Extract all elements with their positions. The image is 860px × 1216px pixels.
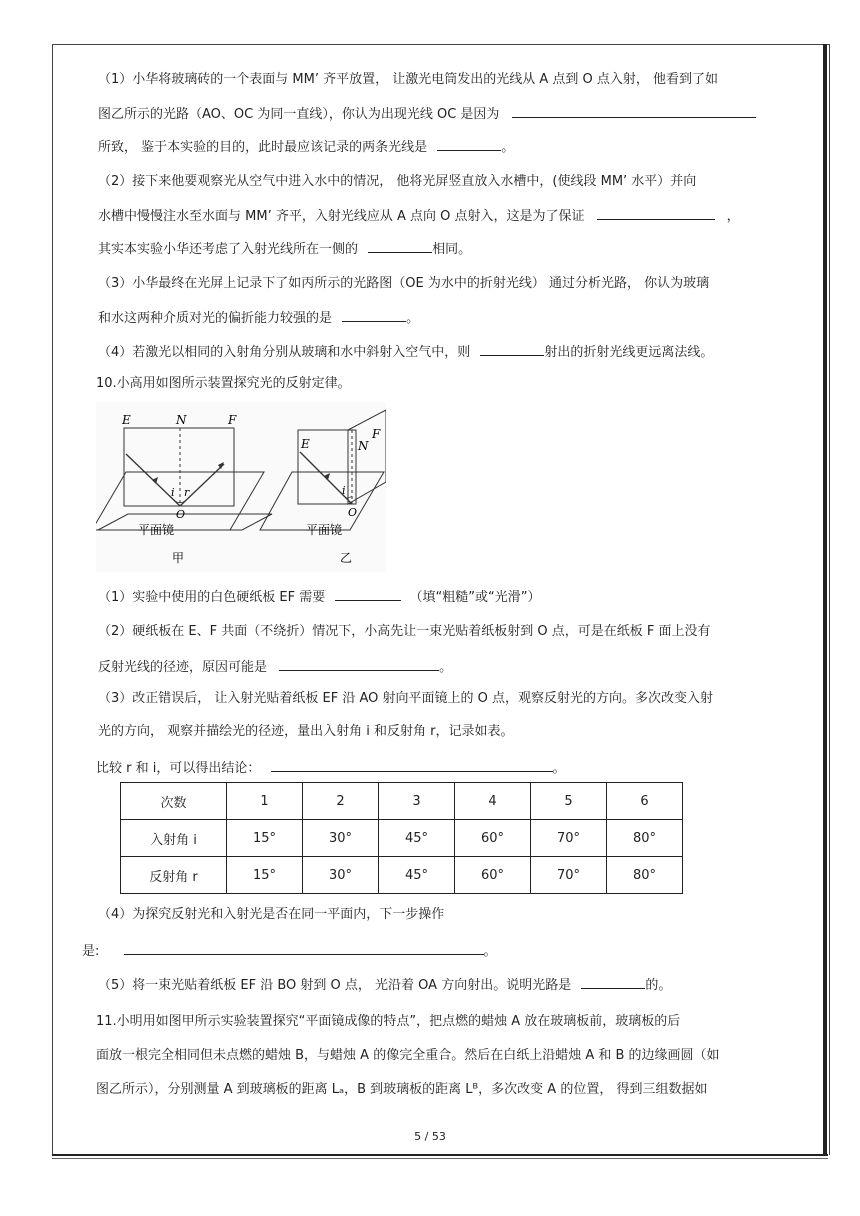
table-cell: 60° bbox=[455, 820, 531, 857]
q10-p4-line1: （4）为探究反射光和入射光是否在同一平面内，下一步操作 bbox=[98, 907, 445, 922]
table-cell: 15° bbox=[227, 820, 303, 857]
q10-p2-line2-text: 反射光线的径迹，原因可能是 bbox=[98, 660, 268, 675]
q9-p1-blank2[interactable] bbox=[437, 138, 501, 151]
jia-label-O: O bbox=[176, 508, 186, 521]
table-cell: 80° bbox=[607, 820, 683, 857]
q9-p3-line2 bbox=[98, 309, 419, 327]
jia-caption: 甲 bbox=[172, 551, 185, 565]
jia-label-i: i bbox=[171, 486, 175, 499]
q10-p3-line3-end: 。 bbox=[552, 761, 566, 776]
table-header-cell: 1 bbox=[227, 783, 303, 820]
q9-p2-line2-text: 水槽中慢慢注水至水面与 MM’ 齐平，入射光线应从 A 点向 O 点射入，这是为了保证 bbox=[98, 209, 585, 224]
q9-p2-line3 bbox=[98, 240, 471, 258]
q9-p2-line2-end: ， bbox=[726, 209, 740, 224]
q9-p4-text: （4）若激光以相同的入射角分别从玻璃和水中斜射入空气中，则 bbox=[98, 345, 471, 360]
jia-label-N: N bbox=[176, 413, 187, 427]
q11-line2: 面放一根完全相同但未点燃的蜡烛 B，与蜡烛 A 的像完全重合。然后在白纸上沿蜡烛 A 和 B 的边缘画圆（如 bbox=[96, 1048, 720, 1063]
q9-p1-line3 bbox=[98, 138, 514, 156]
jia-label-r: r bbox=[184, 486, 190, 499]
q9-p3-blank[interactable] bbox=[342, 309, 406, 322]
q11-line3: 图乙所示），分别测量 A 到玻璃板的距离 Lₐ，B 到玻璃板的距离 Lᴮ，多次改变 A 的位置， 得到三组数据如 bbox=[96, 1082, 708, 1097]
q9-p3-line2-end: 。 bbox=[406, 311, 420, 326]
table-header-cell: 3 bbox=[379, 783, 455, 820]
yi-mirror-label: 平面镜 bbox=[306, 523, 343, 537]
q9-p1-blank1[interactable] bbox=[512, 105, 756, 118]
q10-p3-line1: （3）改正错误后， 让入射光贴着纸板 EF 沿 AO 射向平面镜上的 O 点，观察反射光的方向。多次改变入射 bbox=[98, 691, 714, 706]
page-border-right bbox=[823, 44, 827, 1156]
q9-p2-line2 bbox=[98, 207, 740, 225]
q10-figure bbox=[96, 402, 386, 572]
q10-p4-line2-end: 。 bbox=[483, 944, 497, 959]
jia-label-E: E bbox=[122, 413, 131, 427]
yi-label-E: E bbox=[301, 437, 310, 451]
table-cell: 反射角 r bbox=[121, 857, 227, 894]
table-cell: 45° bbox=[379, 857, 455, 894]
q10-p5-line bbox=[98, 976, 671, 994]
q10-p2-line2-end: 。 bbox=[439, 660, 453, 675]
table-cell: 80° bbox=[607, 857, 683, 894]
page-number: 5 / 53 bbox=[414, 1130, 446, 1143]
q10-p1-text: （1）实验中使用的白色硬纸板 EF 需要 bbox=[98, 590, 326, 605]
yi-label-F: F bbox=[372, 427, 381, 441]
q9-p1-line3-end: 。 bbox=[501, 140, 515, 155]
yi-caption: 乙 bbox=[340, 551, 353, 565]
q10-p3-line3-text: 比较 r 和 i，可以得出结论： bbox=[96, 761, 261, 776]
q10-p2-line1: （2）硬纸板在 E、F 共面（不绕折）情况下，小高先让一束光贴着纸板射到 O 点，可是在纸板 F 面上没有 bbox=[98, 624, 711, 639]
yi-label-i: i bbox=[342, 484, 346, 497]
q9-p2-line3-end: 相同。 bbox=[432, 242, 472, 257]
q10-p4-line2 bbox=[82, 942, 497, 960]
q9-p2-line3-text: 其实本实验小华还考虑了入射光线所在一侧的 bbox=[98, 242, 359, 257]
table-cell: 45° bbox=[379, 820, 455, 857]
q9-p2-blank2[interactable] bbox=[368, 240, 432, 253]
q10-title: 10.小高用如图所示装置探究光的反射定律。 bbox=[96, 376, 351, 391]
jia-label-F: F bbox=[228, 413, 237, 427]
table-row bbox=[121, 857, 683, 894]
q10-p2-line2 bbox=[98, 658, 452, 676]
q10-p5-end: 的。 bbox=[645, 978, 672, 993]
table-cell: 30° bbox=[303, 820, 379, 857]
q10-p3-blank[interactable] bbox=[271, 759, 553, 772]
q9-p4-blank[interactable] bbox=[480, 343, 544, 356]
q10-p4-line2-text: 是: bbox=[82, 944, 100, 959]
q9-p1-line3-text: 所致， 鉴于本实验的目的，此时最应该记录的两条光线是 bbox=[98, 140, 428, 155]
table-cell: 60° bbox=[455, 857, 531, 894]
q9-p1-line2-text: 图乙所示的光路（AO、OC 为同一直线），你认为出现光线 OC 是因为 bbox=[98, 107, 500, 122]
jia-mirror-label: 平面镜 bbox=[138, 523, 175, 537]
page-border-bottom bbox=[52, 1154, 828, 1156]
table-header-cell: 次数 bbox=[121, 783, 227, 820]
q11-line1: 11.小明用如图甲所示实验装置探究“平面镜成像的特点”，把点燃的蜡烛 A 放在玻璃板前，玻璃板的后 bbox=[96, 1014, 681, 1029]
q9-p3-line2-text: 和水这两种介质对光的偏折能力较强的是 bbox=[98, 311, 333, 326]
q10-p5-text: （5）将一束光贴着纸板 EF 沿 BO 射到 O 点， 光沿着 OA 方向射出。说明光路是 bbox=[98, 978, 572, 993]
q10-p1-line bbox=[98, 588, 540, 606]
table-header-cell: 4 bbox=[455, 783, 531, 820]
q9-p2-line1: （2）接下来他要观察光从空气中进入水中的情况， 他将光屏竖直放入水槽中，(使线段 MM’ 水平）并向 bbox=[98, 174, 697, 189]
q9-p1-line2 bbox=[98, 105, 756, 123]
table-cell: 30° bbox=[303, 857, 379, 894]
table-header-cell: 2 bbox=[303, 783, 379, 820]
table-row bbox=[121, 820, 683, 857]
yi-label-O: O bbox=[348, 506, 358, 519]
q10-p5-blank[interactable] bbox=[581, 976, 645, 989]
q9-p3-line1: （3）小华最终在光屏上记录下了如丙所示的光路图（OE 为水中的折射光线） 通过分析光路， 你认为玻璃 bbox=[98, 276, 710, 291]
table-cell: 入射角 i bbox=[121, 820, 227, 857]
q9-p4-line bbox=[98, 343, 713, 361]
table-header-row bbox=[121, 783, 683, 820]
q9-p1-line1: （1）小华将玻璃砖的一个表面与 MM’ 齐平放置， 让激光电筒发出的光线从 A 点到 O 点入射， 他看到了如 bbox=[98, 72, 719, 87]
q10-p4-blank[interactable] bbox=[124, 942, 484, 955]
table-cell: 70° bbox=[531, 857, 607, 894]
q10-p3-line3 bbox=[96, 759, 566, 777]
table-cell: 70° bbox=[531, 820, 607, 857]
q10-record-table bbox=[120, 782, 683, 894]
yi-label-N: N bbox=[358, 439, 369, 453]
q9-p4-end: 射出的折射光线更远离法线。 bbox=[544, 345, 714, 360]
page-border-bottom-thin bbox=[52, 1158, 828, 1159]
q10-p2-blank[interactable] bbox=[279, 658, 439, 671]
table-header-cell: 6 bbox=[607, 783, 683, 820]
table-cell: 15° bbox=[227, 857, 303, 894]
table-header-cell: 5 bbox=[531, 783, 607, 820]
q10-p1-blank[interactable] bbox=[335, 588, 401, 601]
q10-p1-end: （填“粗糙”或“光滑”） bbox=[409, 590, 541, 605]
q10-p3-line2: 光的方向， 观察并描绘光的径迹，量出入射角 i 和反射角 r，记录如表。 bbox=[98, 724, 514, 739]
q9-p2-blank1[interactable] bbox=[597, 207, 715, 220]
